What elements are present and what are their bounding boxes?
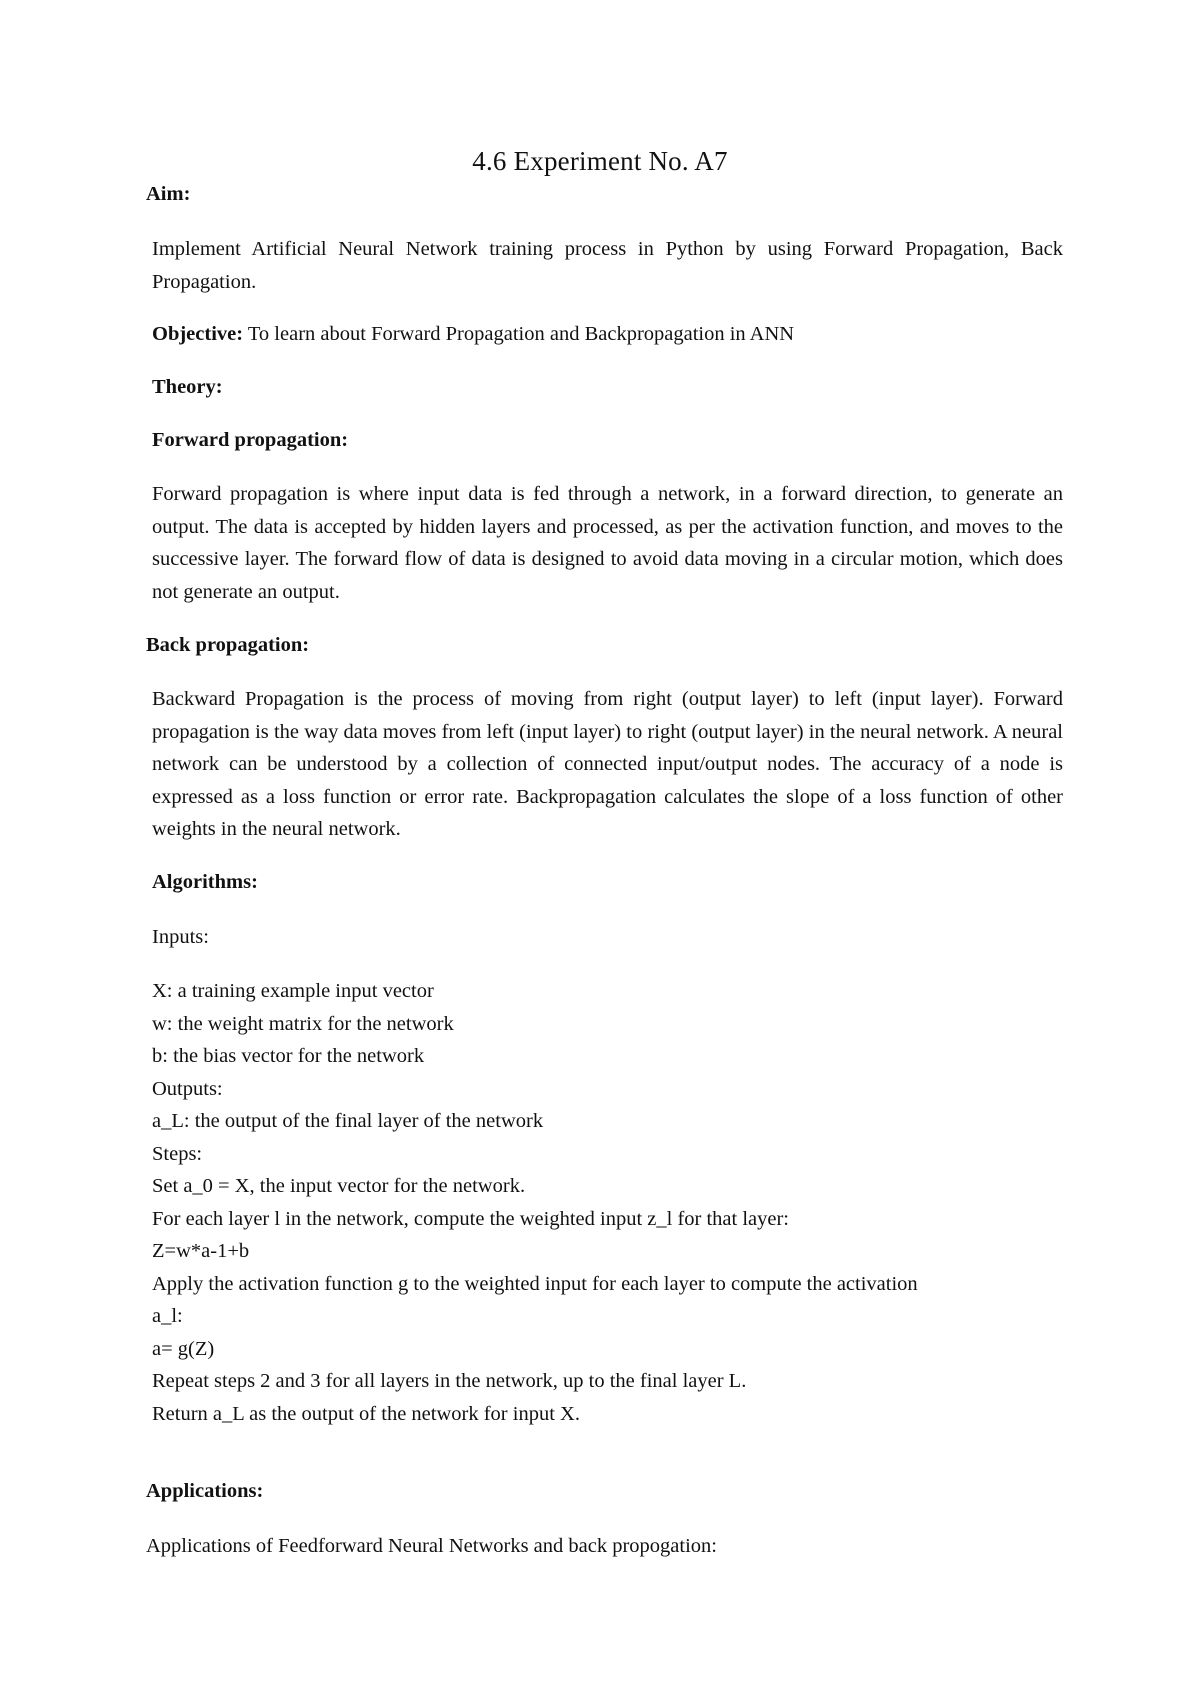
algo-line: Apply the activation function g to the weighted input for each layer to compute the activation [152, 1272, 918, 1295]
algo-line: a_L: the output of the final layer of the network [152, 1110, 544, 1132]
algo-line: Return a_L as the output of the network for input X. [152, 1402, 580, 1425]
applications-text: Applications of Feedforward Neural Networks and back propogation: [146, 1535, 717, 1557]
forward-heading: Forward propagation: [152, 429, 349, 451]
aim-text: Implement Artificial Neural Network training process in Python by using Forward Propagation, Back Propagation. [152, 238, 1063, 293]
algo-line: For each layer l in the network, compute the weighted input z_l for that layer: [152, 1207, 790, 1230]
theory-heading: Theory: [152, 376, 223, 398]
inputs-label: Inputs: [152, 926, 209, 948]
algorithm-steps [152, 975, 918, 1430]
objective-label: Objective: [152, 323, 244, 345]
objective-line [152, 318, 794, 351]
algo-line: b: the bias vector for the network [152, 1045, 425, 1067]
back-paragraph: Backward Propagation is the process of moving from right (output layer) to left (input layer). Forward propagation is the way data moves from left (input layer) to right (output layer) in the neural network. A neural network can be understood by a collection of connected input/output nodes. The accuracy of a node is expressed as a loss function or error rate. Backpropagation calculates the slope of a loss function of other weights in the neural network. [152, 688, 1063, 840]
algo-line: a= g(Z) [152, 1337, 215, 1360]
back-heading: Back propagation: [146, 634, 310, 656]
algo-line: Outputs: [152, 1077, 223, 1100]
algo-line: Steps: [152, 1142, 203, 1165]
forward-paragraph: Forward propagation is where input data is fed through a network, in a forward direction, to generate an output. The data is accepted by hidden layers and processed, as per the activation function, and moves to the successive layer. The forward flow of data is designed to avoid data moving in a circular motion, which does not generate an output. [152, 483, 1063, 603]
aim-heading: Aim: [146, 183, 191, 205]
algo-line: a_l: [152, 1305, 183, 1327]
algo-line: Set a_0 = X, the input vector for the network. [152, 1175, 526, 1197]
algo-line: Z=w*a-1+b [152, 1240, 250, 1262]
algo-line: Repeat steps 2 and 3 for all layers in the network, up to the final layer L. [152, 1370, 747, 1392]
page-title: 4.6 Experiment No. A7 [472, 146, 728, 176]
algo-line: X: a training example input vector [152, 980, 434, 1002]
objective-text: To learn about Forward Propagation and Backpropagation in ANN [247, 323, 795, 345]
applications-heading: Applications: [146, 1480, 264, 1502]
algo-line: w: the weight matrix for the network [152, 1012, 454, 1035]
algorithms-heading: Algorithms: [152, 871, 258, 893]
